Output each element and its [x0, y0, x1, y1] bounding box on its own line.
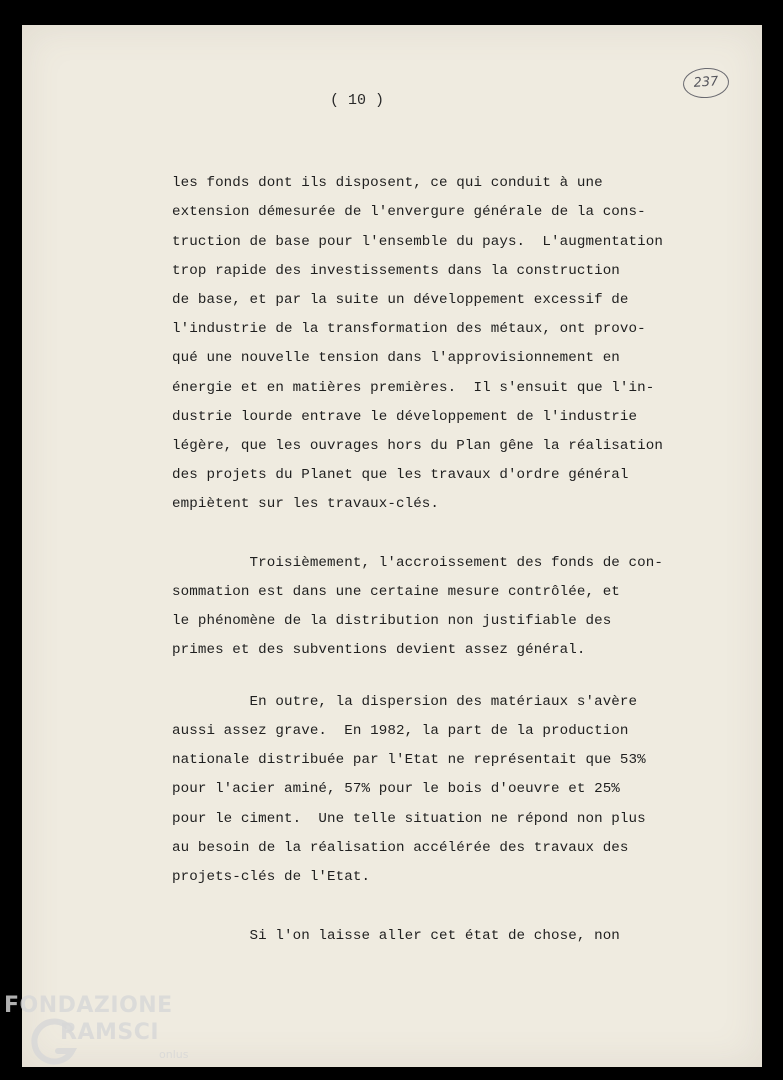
body-line: de base, et par la suite un développement excessif de: [172, 292, 629, 308]
body-line: l'industrie de la transformation des métaux, ont provo-: [172, 321, 646, 337]
body-line: Troisièmement, l'accroissement des fonds de con-: [172, 555, 663, 571]
body-line: Si l'on laisse aller cet état de chose, non: [172, 928, 620, 944]
body-line: pour l'acier aminé, 57% pour le bois d'oeuvre et 25%: [172, 781, 620, 797]
body-line: pour le ciment. Une telle situation ne répond non plus: [172, 811, 646, 827]
body-line: les fonds dont ils disposent, ce qui conduit à une: [172, 175, 603, 191]
body-line: truction de base pour l'ensemble du pays. L'augmentation: [172, 234, 663, 250]
watermark-logo: [4, 993, 194, 1078]
body-line: qué une nouvelle tension dans l'approvisionnement en: [172, 350, 620, 366]
body-line: sommation est dans une certaine mesure contrôlée, et: [172, 584, 620, 600]
body-line: légère, que les ouvrages hors du Plan gêne la réalisation: [172, 438, 663, 454]
body-line: au besoin de la réalisation accélérée des travaux des: [172, 840, 629, 856]
watermark-line2: RAMSCI: [60, 1020, 160, 1045]
watermark-line1: FONDAZIONE: [4, 993, 173, 1018]
body-line: empiètent sur les travaux-clés.: [172, 496, 440, 512]
body-line: projets-clés de l'Etat.: [172, 869, 371, 885]
body-line: extension démesurée de l'envergure générale de la cons-: [172, 204, 646, 220]
body-line: nationale distribuée par l'Etat ne représentait que 53%: [172, 752, 646, 768]
body-line: énergie et en matières premières. Il s'ensuit que l'in-: [172, 380, 655, 396]
watermark-line3: onlus: [159, 1048, 189, 1061]
body-line: aussi assez grave. En 1982, la part de la production: [172, 723, 629, 739]
archive-number-stamp: 237: [682, 66, 730, 99]
body-line: dustrie lourde entrave le développement de l'industrie: [172, 409, 638, 425]
body-line: le phénomène de la distribution non justifiable des: [172, 613, 612, 629]
body-line: En outre, la dispersion des matériaux s'avère: [172, 694, 638, 710]
body-line: des projets du Planet que les travaux d'ordre général: [172, 467, 629, 483]
body-line: primes et des subventions devient assez général.: [172, 642, 586, 658]
page-number: ( 10 ): [330, 92, 385, 109]
body-line: trop rapide des investissements dans la construction: [172, 263, 620, 279]
